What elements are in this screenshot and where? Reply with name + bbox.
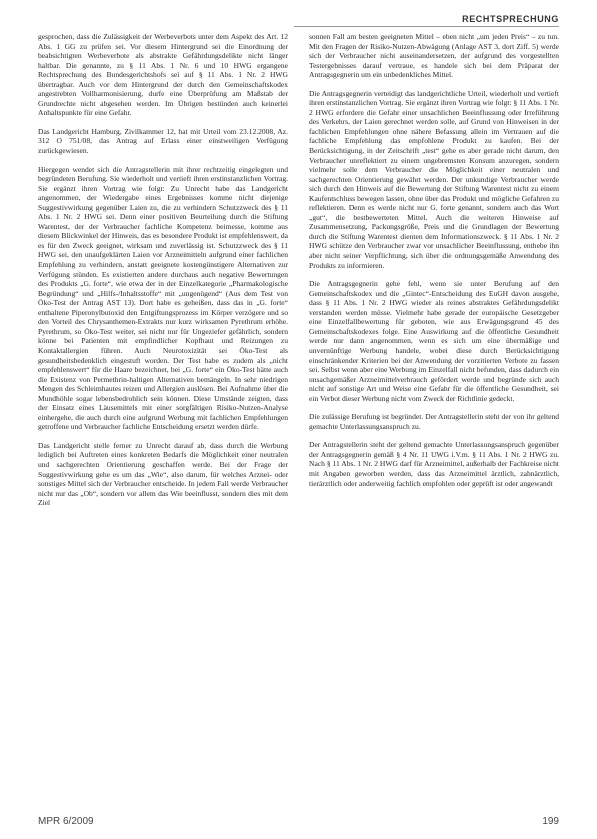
right-column — [309, 32, 559, 497]
header-rule — [294, 26, 559, 27]
paragraph: sonnen Fall am besten geeigneten Mittel – eben nicht „um jeden Preis“ – zu tun. Mit den Fragen der Risiko-Nutzen-Abwägung (Anlage AST 3, dort Ziff. 5) werde sich der Verbraucher nicht auseinandersetzen, der aufgrund des vorgestellten Testergebnisses darauf vertraue, es handele sich bei dem Präparat der Antragsgegnerin um ein unbedenkliches Mittel. — [309, 32, 559, 80]
journal-footer: MPR 6/2009 — [38, 816, 94, 827]
paragraph: Die Antragsgegnerin gehe fehl, wenn sie unter Berufung auf den Gemeinschaftskodex und die „Gintec“-Entscheidung des EuGH davon ausgehe, dass § 11 Abs. 1 Nr. 2 HWG wieder als reines abstraktes Gefährdungsdelikt verstanden werden müsse. Vielmehr habe gerade der europäische Gesetzgeber eine Einzelfallbewertung für geboten, wie aus Erwägungsgrund 45 des Gemeinschaftskodexes folge. Eine Auswirkung auf die öffentliche Gesundheit werde nur dann angenommen, wenn es sich um eine übermäßige und unvernünftige Werbung handele, wobei diese durch Berücksichtigung einschränkender Kriterien bei der Anwendung der vorzitierten Verbote zu fassen sei. Selbst wenn aber eine Werbung im Einzelfall nicht befunden, dass dadurch ein unsachgemäßer Arzneimittelverbrauch gefördert werde und begründe sich auch nicht auf sonstige Art und Weise eine Gefahr für die öffentliche Gesundheit, sei ein Verbot dieser Werbung nicht vom Zweck der Richtlinie gedeckt. — [309, 279, 559, 403]
paragraph: Die Antragsgegnerin verteidigt das landgerichtliche Urteil, wiederholt und vertieft ihren erstinstanzlichen Vortrag. Sie ergänzt ihren Vortrag wie folgt: § 11 Abs. 1 Nr. 2 HWG erfordere die Gefahr einer unsachlichen Beeinflussung oder Irreführung des Verkehrs, der Laien gerechnet werden solle, auf Grund von Hinweisen in der fachlichen Empfehlungen ohne nähere Befassung allein im Vertrauen auf die fachliche Empfehlung das empfohlene Produkt zu kaufen. Bei der Berücksichtigung, in der Zeitschrift „test“ gehe es aber gerade nicht darum, den Verbraucher unreflektiert zu einem ungebremsten Konsum anzuregen, sondern vielmehr solle dem Verbraucher die Möglichkeit einer neutralen und sachgerechten Orientierung gewährt werden. Der unkundige Verbraucher werde sich durch den Hinweis auf die Bewertung der Stiftung Warentest nicht zu einem Kaufentschluss bewegen lassen, ohne über das Produkt und mögliche Gefahren zu reflektieren. Denn es werde nicht nur G. forte genannt, sondern auch das Wort „gut“, die bestbewerteten Mittel. Auch die weiteren Hinweise auf Zusammensetzung, Packungsgröße, Preis und die Grundlagen der Bewertung durch die Stiftung Warentest dienten dem Informationszweck. § 11 Abs. 1 Nr. 2 HWG schütze den Verbraucher zwar vor unsachlicher Beeinflussung, enthebe ihn aber nicht seiner Verpflichtung, sich über die ordnungsgemäße Anwendung des Produkts zu informieren. — [309, 88, 559, 270]
section-header: RECHTSPRECHUNG — [462, 14, 559, 24]
paragraph: gesprochen, dass die Zulässigkeit der Werbeverbots unter dem Aspekt des Art. 12 Abs. 1 GG zu prüfen sei. Vor diesem Hintergrund sei die Einordnung der beabsichtigten Werbeverbote als abstrakte Gefährdungsdelikte nicht länger haltbar. Die genannte, zu § 11 Abs. 1 Nr. 6 und 10 HWG ergangene Rechtsprechung des Bundesgerichtshofs sei auf § 11 Abs. 1 Nr. 2 HWG übertragbar. Auch vor dem Hintergrund der durch den Gemeinschaftskodex angestrebten Vollharmonisierung, durfe eine Überprüfung am Maßstab der Grundrechte nicht abgesehen werden. Im Übrigen bestünden auch keinerlei Anhaltspunkte für eine Gefahr. — [38, 32, 288, 118]
paragraph: Das Landgericht stelle ferner zu Unrecht darauf ab, dass durch die Werbung lediglich bei Auftreten eines konkreten Bedarfs die Möglichkeit einer neutralen und sachgerechten Orientierung geschaffen werde. Bei der Frage der Suggestivwirkung gehe es um das „Wie“, also darum, für welches Arznei- oder sonstiges Mittel sich der Verbraucher entscheide. In jedem Fall werde Verbraucher nicht nur das „Ob“, sondern vor allem das Wie beeinflusst, sondern dies mit dem Ziel — [38, 440, 288, 508]
paragraph: Hiergegen wendet sich die Antragstellerin mit ihrer rechtzeitig eingelegten und begründeten Berufung. Sie wiederholt und vertieft ihren erstinstanzlichen Vortrag. Sie ergänzt ihren Vortrag wie folgt: Zu Unrecht habe das Landgericht angenommen, der Wiedergabe eines Ergebnisses komme nicht diejenige Suggestivwirkung gegenüber Laien zu, die zu verhindern Schutzzweck des § 11 Abs. 1 Nr. 2 HWG sei. Denn einer positiven Beurteilung durch die Stiftung Warentest, der der Verbraucher fachliche Kompetenz beimesse, komme aus diesem Blickwinkel der Hinweis, das es besondere Produkt ist empfehlenswert, da es für den Zweck geeignet, wirksam und zuverlässig ist. Schutzzweck des § 11 HWG sei, den unaufgeklärten Laien vor Arzneimitteln aufgrund einer fachlichen Empfehlung zu verhindern, anstatt geeignete kostengünstigere Alternativen zur Verfügung stünden. Es existierten andere durchaus auch negative Bewertungen des Produkts „G. forte“, wie etwa der in der Einzelkategorie „Pharmakologische Begründung“ und „Hilfs-/Inhaltsstoffe“ mit „ungenügend“ (Aus dem Test von Öko-Test der Antrag AST 13). Dort habe es geheißen, dass das in „G. forte“ enthaltene Piperonylbutoxid den Entgiftungsprozess im Körper verzögere und so den Vorteil des Chrysanthemen-Extrakts nur kurz wirksamen Pyrethrum erhöhe. Pyrethrum, so Öko-Test weiter, sei nicht nur für Ungeziefer gefährlich, sondern könne bei Patienten mit empfindlicher Kopfhaut und Reizungen zu Kontaktallergien führen. Auch Neurotoxizität sei Öko-Test als gesundheitsbedenklich eingestuft worden. Der Test habe es zudem als „nicht empfehlenswert“ für die Haare bezeichnet, bei „G. forte“ ein Öko-Test hätte auch die Existenz von Permethrin-haltigen Alternativen bemängeln. In sehr niedrigen Mengen des Schleimhautes reizen und Allergien auslösen. Bei Aufnahme über die Mundhöhle sogar lebensbedrohlich sein können. Diese Umstände zeigten, dass der Einsatz eines Läusemittels mit einer sorgfältigen Risiko-Nutzen-Analyse einhergehe, die auch durch eine aufgrund Werbung mit fachlichen Empfehlungen getroffene und Verbraucher fachliche Entscheidung ersetzt werden dürfe. — [38, 164, 288, 432]
paragraph: Das Landgericht Hamburg, Zivilkammer 12, hat mit Urteil vom 23.12.2008, Az. 312 O 751/08, das Antrag auf Erlass einer einstweiligen Verfügung zurückgewiesen. — [38, 126, 288, 156]
paragraph: Der Antragstellerin steht der geltend gemachte Unterlassungsanspruch gegenüber der Antragsgegnerin gemäß § 4 Nr. 11 UWG i.V.m. § 11 Abs. 1 Nr. 2 HWG zu. Nach § 11 Abs. 1 Nr. 2 HWG darf für Arzneimittel, außerhalb der Fachkreise nicht mit Angaben geworben werden, dass das Arzneimittel ärztlich, zahnärztlich, tierärztlich oder anderweitig fachlich empfohlen oder geprüft ist oder angewandt — [309, 440, 559, 488]
page-number: 199 — [542, 816, 559, 827]
left-column — [38, 32, 288, 517]
paragraph: Die zulässige Berufung ist begründet. Der Antragstellerin steht der von ihr geltend gemachte Unterlassungsanspruch zu. — [309, 412, 559, 431]
